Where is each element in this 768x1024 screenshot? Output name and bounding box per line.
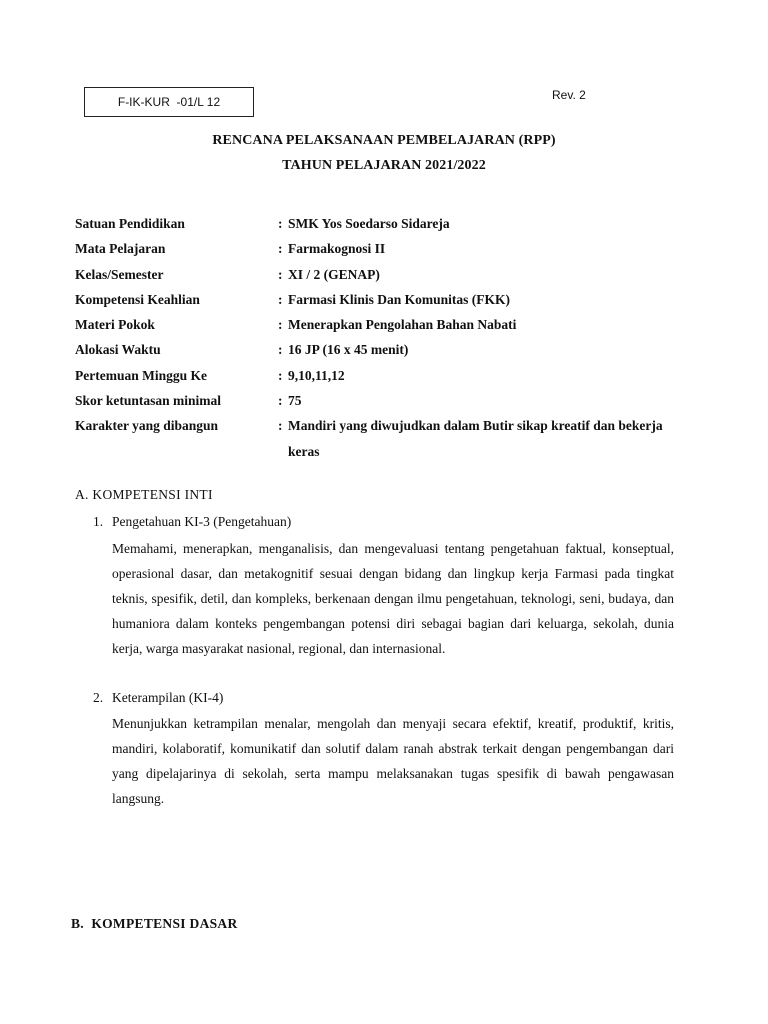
info-label: Materi Pokok — [75, 317, 155, 333]
info-label: Kelas/Semester — [75, 266, 164, 282]
info-row-karakter — [75, 413, 695, 464]
info-label: Karakter yang dibangun — [75, 418, 219, 434]
section-b-heading: B. KOMPETENSI DASAR — [71, 916, 238, 931]
info-label: Mata Pelajaran — [75, 241, 166, 257]
list-number: 2. — [93, 690, 104, 705]
info-colon: : — [278, 291, 283, 307]
document-title: RENCANA PELAKSANAAN PEMBELAJARAN (RPP) — [212, 133, 556, 148]
info-colon: : — [278, 241, 283, 257]
info-label: Kompetensi Keahlian — [75, 291, 200, 307]
ki4-description: Menunjukkan ketrampilan menalar, mengolah dan menyaji secara efektif, kreatif, produktif, kritis, mandiri, kolaboratif, komunikatif dan solutif dalam ranah abstrak terkait dengan pengembangan dari yang dipelajarinya di sekolah, serta mampu melaksanakan tugas spesifik di bawah pengawasan langsung. — [112, 716, 674, 807]
list-item-title: Keterampilan (KI-4) — [112, 690, 224, 705]
academic-year-title: TAHUN PELAJARAN 2021/2022 — [282, 158, 486, 173]
info-value: Farmakognosi II — [288, 241, 386, 257]
info-label: Alokasi Waktu — [75, 342, 161, 358]
info-value: XI / 2 (GENAP) — [288, 266, 380, 282]
info-row-mata-pelajaran — [75, 236, 695, 261]
info-value: 16 JP (16 x 45 menit) — [288, 342, 409, 358]
info-row-kelas-semester — [75, 262, 695, 287]
info-colon: : — [278, 393, 283, 409]
info-colon: : — [278, 367, 283, 383]
info-row-kompetensi-keahlian — [75, 287, 695, 312]
info-row-satuan-pendidikan — [75, 211, 695, 236]
info-colon: : — [278, 342, 283, 358]
info-label: Satuan Pendidikan — [75, 216, 185, 231]
info-colon: : — [278, 216, 283, 231]
revision-label: Rev. 2 — [552, 88, 586, 102]
info-value: Farmasi Klinis Dan Komunitas (FKK) — [288, 291, 511, 307]
list-item-title: Pengetahuan KI-3 (Pengetahuan) — [112, 514, 292, 529]
info-row-materi-pokok — [75, 312, 695, 337]
info-label: Pertemuan Minggu Ke — [75, 367, 207, 383]
info-colon: : — [278, 266, 283, 282]
info-colon: : — [278, 317, 283, 333]
form-code-box: F-IK-KUR -01/L 12 — [84, 87, 254, 117]
ki3-description: Memahami, menerapkan, menganalisis, dan mengevaluasi tentang pengetahuan faktual, konseptual, operasional dasar, dan metakognitif sesuai dengan bidang dan lingkup kerja Farmasi pada tingkat teknis, spesifik, detil, dan kompleks, berkenaan dengan ilmu pengetahuan, teknologi, seni, budaya, dan humaniora dalam konteks pengembangan potensi diri sebagai bagian dari keluarga, sekolah, dunia kerja, warga masyarakat nasional, regional, dan internasional. — [112, 541, 674, 657]
info-value: Mandiri yang diwujudkan dalam Butir sikap kreatif dan bekerja keras — [288, 418, 663, 459]
list-number: 1. — [93, 514, 104, 529]
info-colon: : — [278, 418, 283, 434]
info-value: 9,10,11,12 — [288, 367, 345, 383]
info-table — [75, 211, 695, 464]
info-value: Menerapkan Pengolahan Bahan Nabati — [288, 317, 517, 333]
info-row-alokasi-waktu — [75, 337, 695, 362]
info-value: SMK Yos Soedarso Sidareja — [288, 216, 450, 231]
info-value: 75 — [288, 393, 302, 409]
info-row-skor-ketuntasan — [75, 388, 695, 413]
info-row-pertemuan — [75, 363, 695, 388]
section-a-heading: A. KOMPETENSI INTI — [75, 487, 213, 502]
info-label: Skor ketuntasan minimal — [75, 393, 222, 409]
